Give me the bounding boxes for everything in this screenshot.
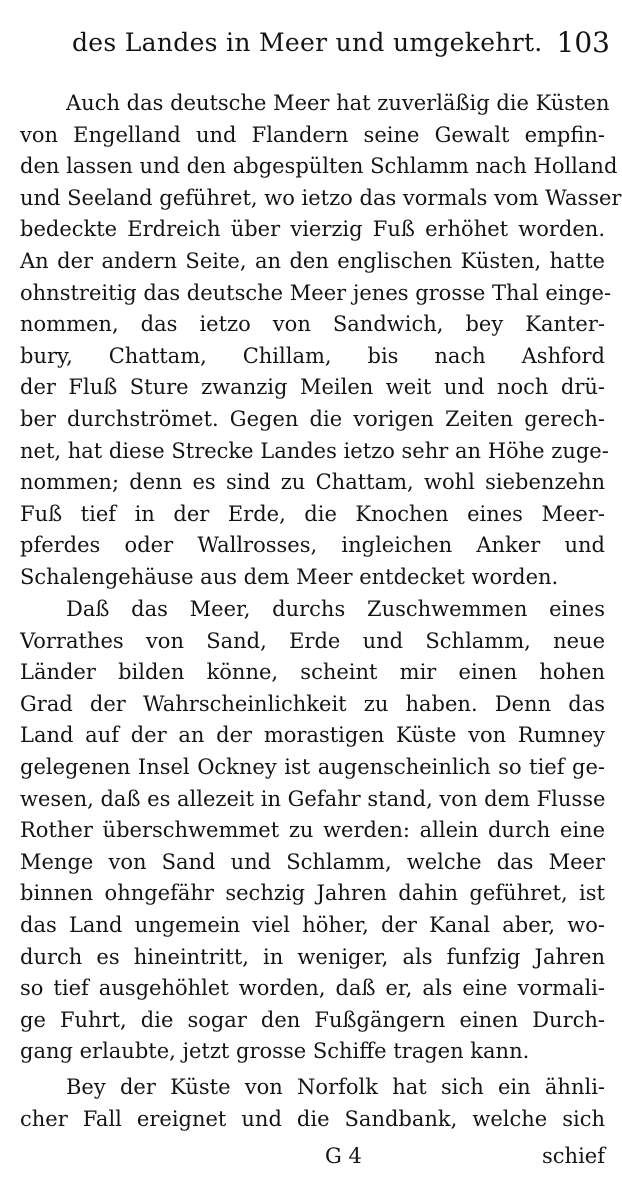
paragraph-2 [20,594,605,1068]
text-line: der Fluß Sture zwanzig Meilen weit und noch drü- [20,375,605,400]
text-line: Länder bilden könne, scheint mir einen hohen [20,660,605,685]
text-line: nommen; denn es sind zu Chattam, wohl siebenzehn [20,470,605,495]
page-header [72,22,610,62]
text-line: bedeckte Erdreich über vierzig Fuß erhöhet worden. [20,217,605,242]
signature-mark: G 4 [325,1144,362,1168]
text-line: Daß das Meer, durchs Zuschwemmen eines [66,597,605,621]
text-line: den lassen und den abgespülten Schlamm nach Holland [20,154,618,179]
text-line: binnen ohngefähr sechzig Jahren dahin geführet, ist [20,881,605,906]
text-line: Fuß tief in der Erde, die Knochen eines Meer- [20,501,605,526]
text-line: gang erlaubte, jetzt grosse Schiffe tragen kann. [20,1039,530,1064]
text-line: ohnstreitig das deutsche Meer jenes grosse Thal einge- [20,280,612,305]
text-line: nommen, das ietzo von Sandwich, bey Kanter- [20,312,605,337]
catchword: schief [542,1144,605,1168]
text-line: das Land ungemein viel höher, der Kanal aber, wo- [20,912,605,937]
text-line: von Engelland und Flandern seine Gewalt empfin- [20,122,605,147]
text-line: ge Fuhrt, die sogar den Fußgängern einen Durch- [20,1007,605,1032]
text-line: Bey der Küste von Norfolk hat sich ein ähnli- [66,1075,605,1099]
text-line: Vorrathes von Sand, Erde und Schlamm, neue [20,628,605,653]
text-line: Grad der Wahrscheinlichkeit zu haben. Denn das [20,691,605,716]
text-line: bury, Chattam, Chillam, bis nach Ashford [20,343,605,368]
paragraph-3 [20,1072,605,1135]
text-line: Auch das deutsche Meer hat zuverläßig die Küsten [66,91,610,115]
text-line: An der andern Seite, an den englischen Küsten, hatte [20,248,605,273]
running-title: des Landes in Meer und umgekehrt. [72,27,543,57]
text-line: Menge von Sand und Schlamm, welche das Meer [20,849,605,874]
text-line: Rother überschwemmet zu werden: allein durch eine [20,818,605,843]
text-line: pferdes oder Wallrosses, ingleichen Anker und [20,533,605,558]
text-line: wesen, daß es allezeit in Gefahr stand, von dem Flusse [20,786,606,811]
text-line: gelegenen Insel Ockney ist augenscheinlich so tief ge- [20,754,605,779]
text-line: Schalengehäuse aus dem Meer entdecket worden. [20,564,559,589]
text-line: net, hat diese Strecke Landes ietzo sehr an Höhe zuge- [20,438,609,463]
paragraph-1 [20,88,622,594]
text-line: cher Fall ereignet und die Sandbank, welche sich [20,1106,605,1131]
page-footer [20,1138,605,1174]
text-line: durch es hineintritt, in weniger, als funfzig Jahren [20,944,605,969]
page-number: 103 [556,25,610,59]
text-line: und Seeland geführet, wo ietzo das vormals vom Wasser [20,185,622,210]
text-line: Land auf der an der morastigen Küste von Rumney [20,723,605,748]
text-line: ber durchströmet. Gegen die vorigen Zeiten gerech- [20,406,605,431]
text-line: so tief ausgehöhlet worden, daß er, als eine vormali- [20,976,605,1001]
